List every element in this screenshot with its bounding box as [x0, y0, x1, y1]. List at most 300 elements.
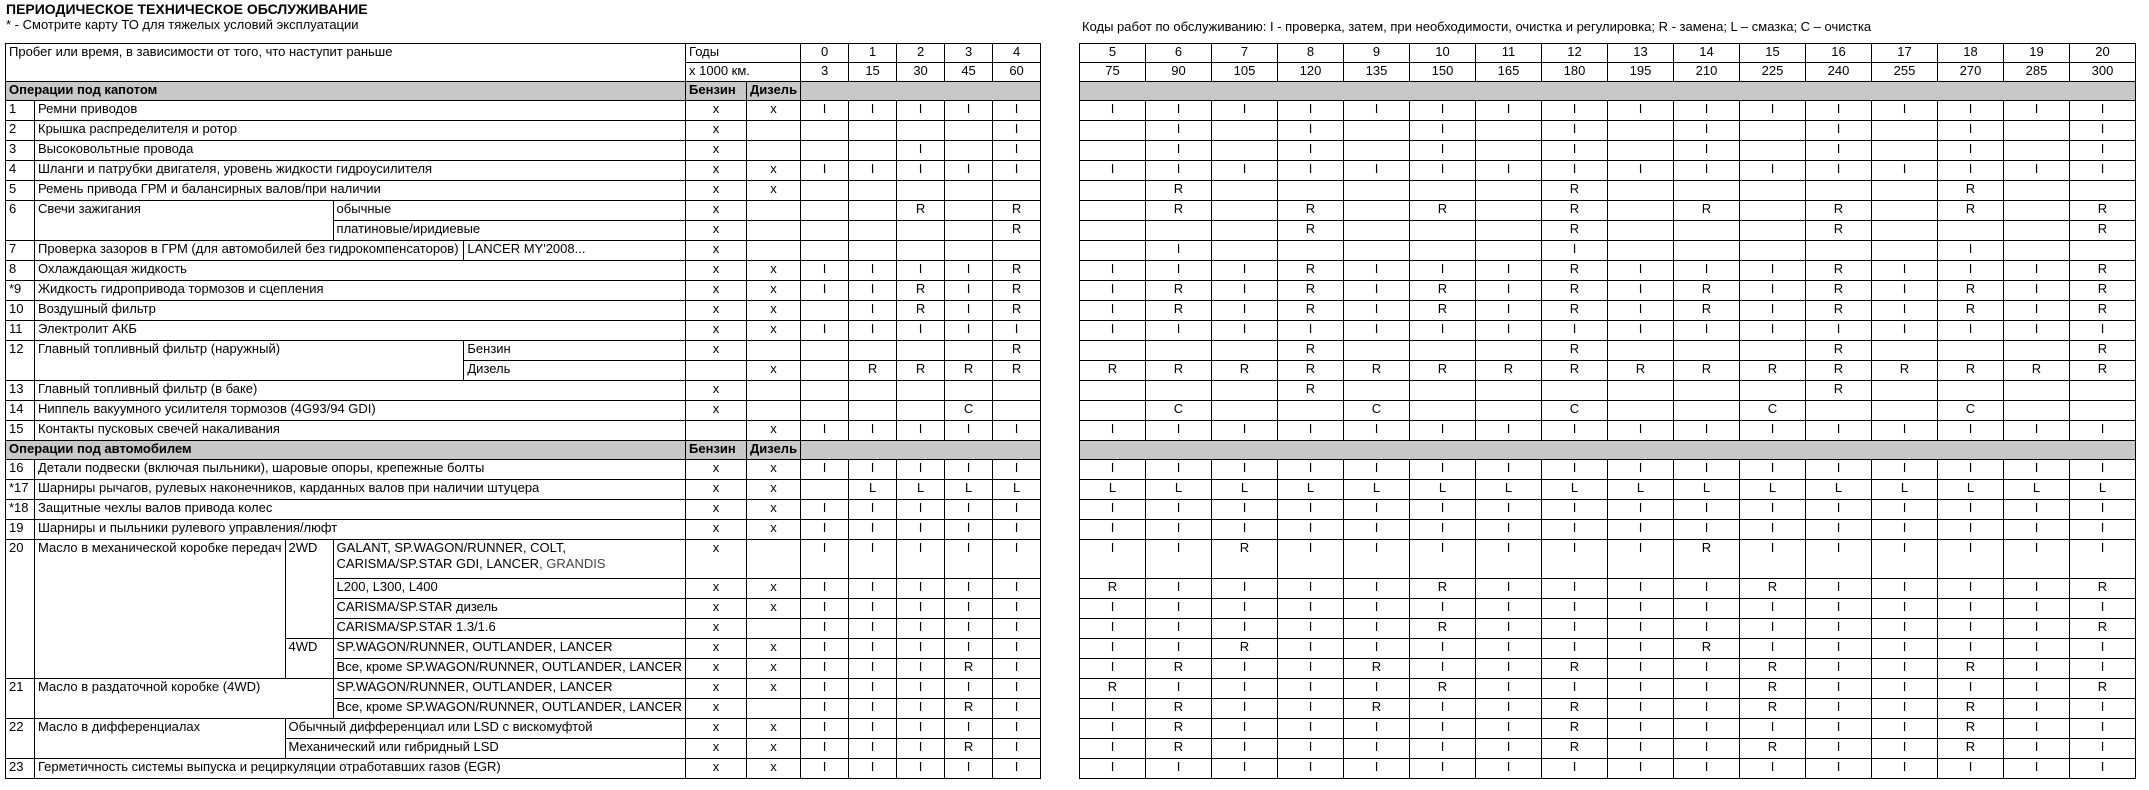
years-label: Годы [689, 44, 720, 59]
interval-code: R [1965, 659, 1976, 674]
interval-code: I [2034, 520, 2039, 535]
interval-code: I [1176, 121, 1181, 136]
interval-code: I [1968, 141, 1973, 156]
interval-code: I [1572, 599, 1577, 614]
operation-name: Электролит АКБ [38, 321, 137, 336]
table-row [1080, 639, 2136, 659]
interval-code: I [1572, 500, 1577, 515]
interval-code: I [870, 540, 875, 555]
interval-code: I [1440, 121, 1445, 136]
interval-code: I [1506, 679, 1511, 694]
interval-code: I [918, 421, 923, 436]
mileage-label: Пробег или время, в зависимости от того, что наступит раньше [9, 44, 393, 59]
interval-code: I [870, 500, 875, 515]
row-number: 14 [9, 401, 24, 416]
diesel-mark: x [770, 281, 777, 296]
interval-code: I [2034, 619, 2039, 634]
interval-code: I [1176, 460, 1181, 475]
interval-code: R [1173, 301, 1184, 316]
petrol-mark: x [712, 201, 720, 216]
interval-code: I [966, 639, 971, 654]
petrol-mark: x [712, 540, 720, 555]
table-row [1080, 599, 2136, 619]
operation-variant: Дизель [467, 361, 511, 376]
interval-code: I [918, 141, 923, 156]
interval-code: I [822, 739, 827, 754]
interval-code: I [1902, 261, 1907, 276]
interval-code: R [963, 699, 974, 714]
interval-code: I [1242, 261, 1247, 276]
interval-code: R [1635, 361, 1646, 376]
km-header: 75 [1105, 63, 1120, 78]
petrol-mark: x [712, 619, 720, 634]
interval-code: I [1902, 599, 1907, 614]
interval-code: I [1572, 421, 1577, 436]
interval-code: I [1572, 619, 1577, 634]
interval-code: R [1569, 739, 1580, 754]
interval-code: R [1239, 639, 1250, 654]
interval-code: R [915, 281, 926, 296]
interval-code: I [1242, 659, 1247, 674]
interval-code: I [1770, 321, 1775, 336]
interval-code: I [918, 599, 923, 614]
interval-code: R [2097, 221, 2108, 236]
operation-name: Проверка зазоров в ГРМ (для автомобилей без гидрокомпенсаторов) [38, 241, 459, 256]
operation-name: Шланги и патрубки двигателя, уровень жидкости гидроусилителя [38, 161, 433, 176]
interval-code: R [1371, 361, 1382, 376]
table-row [6, 161, 1041, 181]
operation-variant: платиновые/иридиевые [336, 221, 481, 236]
interval-code: I [1110, 659, 1115, 674]
interval-code: I [966, 301, 971, 316]
interval-code: I [1440, 261, 1445, 276]
interval-code: I [1506, 639, 1511, 654]
interval-code: I [1572, 520, 1577, 535]
interval-code: I [1968, 261, 1973, 276]
year-header: 19 [2029, 44, 2044, 59]
year-header: 4 [1012, 44, 1021, 59]
interval-code: I [1506, 659, 1511, 674]
interval-code: I [1110, 739, 1115, 754]
row-number: 15 [9, 421, 24, 436]
interval-code: I [918, 321, 923, 336]
interval-code: I [1110, 161, 1115, 176]
km-header: 255 [1893, 63, 1916, 78]
interval-code: I [1014, 460, 1019, 475]
operation-variant: Обычный дифференциал или LSD с вискомуфтой [288, 719, 593, 734]
interval-code: R [1107, 361, 1118, 376]
interval-code: I [1836, 639, 1841, 654]
petrol-mark: x [712, 460, 720, 475]
interval-code: I [1308, 639, 1313, 654]
interval-code: I [2100, 101, 2105, 116]
interval-code: I [1968, 540, 1973, 555]
km-header: 45 [961, 63, 976, 78]
interval-code: R [1503, 361, 1514, 376]
interval-code: I [1836, 421, 1841, 436]
interval-code: R [1011, 281, 1022, 296]
row-number: 13 [9, 381, 24, 396]
interval-code: I [2100, 421, 2105, 436]
petrol-mark: x [712, 261, 720, 276]
header-km-row [1080, 63, 2136, 82]
interval-code: I [918, 161, 923, 176]
interval-code: I [1110, 619, 1115, 634]
table-row [1080, 540, 2136, 579]
interval-code: I [1968, 639, 1973, 654]
table-row [6, 460, 1041, 480]
interval-code: I [1902, 520, 1907, 535]
interval-code: I [1176, 421, 1181, 436]
table-row [1080, 121, 2136, 141]
interval-code: I [1374, 599, 1379, 614]
interval-code: L [916, 480, 925, 495]
interval-code: I [1638, 719, 1643, 734]
interval-code: I [1374, 301, 1379, 316]
interval-code: R [963, 659, 974, 674]
interval-code: R [2097, 281, 2108, 296]
interval-code: I [1308, 500, 1313, 515]
interval-code: I [1572, 321, 1577, 336]
interval-code: I [1242, 739, 1247, 754]
operation-name: Крышка распределителя и ротор [38, 121, 237, 136]
interval-code: I [1374, 759, 1379, 774]
interval-code: I [870, 739, 875, 754]
row-number: 22 [9, 719, 24, 734]
interval-code: R [1437, 201, 1448, 216]
interval-code: I [1176, 241, 1181, 256]
interval-code: I [1014, 699, 1019, 714]
interval-code: I [2100, 739, 2105, 754]
interval-code: R [1767, 361, 1778, 376]
interval-code: I [1572, 639, 1577, 654]
interval-code: I [822, 619, 827, 634]
interval-code: I [1506, 520, 1511, 535]
interval-code: I [1176, 261, 1181, 276]
interval-code: R [1965, 719, 1976, 734]
interval-code: I [1308, 599, 1313, 614]
interval-code: I [1242, 500, 1247, 515]
interval-code: I [1374, 281, 1379, 296]
operation-name: Масло в дифференциалах [38, 719, 201, 734]
interval-code: R [1371, 659, 1382, 674]
petrol-mark: x [712, 241, 720, 256]
interval-code: R [1833, 221, 1844, 236]
interval-code: L [2032, 480, 2041, 495]
interval-code: I [870, 659, 875, 674]
interval-code: I [822, 321, 827, 336]
table-row [6, 241, 1041, 261]
interval-code: I [1110, 599, 1115, 614]
operation-name: Охлаждающая жидкость [38, 261, 187, 276]
interval-code: I [2100, 460, 2105, 475]
interval-code: R [1569, 361, 1580, 376]
km-header: 15 [865, 63, 880, 78]
table-row [1080, 480, 2136, 500]
interval-code: I [1110, 520, 1115, 535]
interval-code: I [1440, 321, 1445, 336]
interval-code: R [1569, 281, 1580, 296]
interval-code: I [1506, 719, 1511, 734]
operation-variant: CARISMA/SP.STAR GDI, LANCER [336, 556, 540, 571]
interval-code: I [1968, 500, 1973, 515]
interval-code: I [918, 639, 923, 654]
interval-code: I [1572, 101, 1577, 116]
interval-code: I [918, 659, 923, 674]
interval-code: I [1638, 500, 1643, 515]
interval-code: I [1014, 719, 1019, 734]
interval-code: I [2100, 599, 2105, 614]
operation-name: Шарниры рычагов, рулевых наконечников, карданных валов при наличии штуцера [38, 480, 540, 495]
interval-code: I [870, 421, 875, 436]
interval-code: I [966, 261, 971, 276]
interval-code: I [918, 261, 923, 276]
interval-code: I [1638, 639, 1643, 654]
interval-code: I [1506, 739, 1511, 754]
table-row [6, 121, 1041, 141]
interval-code: L [1966, 480, 1975, 495]
interval-code: I [2100, 759, 2105, 774]
interval-code: I [870, 101, 875, 116]
interval-code: R [1239, 361, 1250, 376]
interval-code: R [1701, 540, 1712, 555]
table-row [1080, 361, 2136, 381]
interval-code: I [1176, 679, 1181, 694]
interval-code: I [2034, 421, 2039, 436]
interval-code: I [2100, 520, 2105, 535]
interval-code: R [1173, 201, 1184, 216]
table-row [1080, 520, 2136, 540]
interval-code: I [1242, 599, 1247, 614]
interval-code: I [1110, 759, 1115, 774]
interval-code: I [918, 520, 923, 535]
interval-code: I [1308, 739, 1313, 754]
interval-code: I [2034, 599, 2039, 614]
interval-code: R [1767, 579, 1778, 594]
row-number: 10 [9, 301, 24, 316]
petrol-mark: x [712, 639, 720, 654]
interval-code: R [1305, 381, 1316, 396]
service-codes-legend: Коды работ по обслуживанию: I - проверка, затем, при необходимости, очистка и регулировка; R - замена; L – смазка; С – очистка [1082, 19, 1872, 34]
interval-code: I [2034, 659, 2039, 674]
petrol-mark: x [712, 401, 720, 416]
interval-code: I [1902, 619, 1907, 634]
interval-code: R [2097, 361, 2108, 376]
year-header: 10 [1435, 44, 1450, 59]
interval-code: I [1506, 261, 1511, 276]
table-row [6, 520, 1041, 540]
interval-code: I [966, 719, 971, 734]
interval-code: R [2097, 579, 2108, 594]
interval-code: R [1965, 181, 1976, 196]
diesel-mark: x [770, 161, 777, 176]
drive-type: 2WD [288, 540, 318, 555]
table-row [1080, 201, 2136, 221]
table-row [1080, 759, 2136, 779]
interval-code: I [1638, 540, 1643, 555]
interval-code: I [1110, 460, 1115, 475]
interval-code: R [1107, 579, 1118, 594]
interval-code: I [1968, 679, 1973, 694]
operation-name: Защитные чехлы валов привода колес [38, 500, 273, 515]
interval-code: I [1572, 579, 1577, 594]
km-header: 3 [820, 63, 829, 78]
interval-code: I [1374, 421, 1379, 436]
row-number: 7 [9, 241, 17, 256]
interval-code: I [1638, 281, 1643, 296]
interval-code: I [870, 759, 875, 774]
interval-code: I [822, 719, 827, 734]
interval-code: I [2100, 639, 2105, 654]
interval-code: I [1638, 421, 1643, 436]
interval-code: R [1173, 699, 1184, 714]
interval-code: L [1012, 480, 1021, 495]
interval-code: R [1833, 301, 1844, 316]
interval-code: R [1239, 540, 1250, 555]
km-header: 285 [2025, 63, 2048, 78]
section-row [6, 82, 1041, 101]
interval-code: I [1308, 719, 1313, 734]
interval-code: R [1305, 201, 1316, 216]
interval-code: I [1308, 121, 1313, 136]
interval-code: I [822, 599, 827, 614]
interval-code: R [1569, 301, 1580, 316]
interval-code: I [918, 579, 923, 594]
section-row [1080, 82, 2136, 101]
row-number: 2 [9, 121, 17, 136]
year-header: 11 [1501, 44, 1516, 59]
interval-code: R [1569, 221, 1580, 236]
interval-code: I [1374, 261, 1379, 276]
interval-code: I [1374, 500, 1379, 515]
interval-code: I [1968, 759, 1973, 774]
interval-code: I [966, 759, 971, 774]
interval-code: R [1833, 381, 1844, 396]
interval-code: R [1569, 181, 1580, 196]
table-row [1080, 719, 2136, 739]
interval-code: R [1437, 619, 1448, 634]
km-header: 300 [2091, 63, 2114, 78]
interval-code: I [966, 619, 971, 634]
interval-code: C [1569, 401, 1580, 416]
year-header: 3 [964, 44, 973, 59]
interval-code: I [1704, 520, 1709, 535]
interval-code: I [1968, 599, 1973, 614]
operation-name: Масло в раздаточной коробке (4WD) [38, 679, 261, 694]
operation-variant: SP.WAGON/RUNNER, OUTLANDER, LANCER [336, 679, 613, 694]
operation-name: Контакты пусковых свечей накаливания [38, 421, 280, 436]
year-header: 12 [1567, 44, 1582, 59]
petrol-mark: x [712, 381, 720, 396]
interval-code: R [1305, 281, 1316, 296]
interval-code: I [2100, 321, 2105, 336]
interval-code: I [966, 540, 971, 555]
interval-code: I [1638, 460, 1643, 475]
interval-code: R [915, 201, 926, 216]
interval-code: I [2034, 679, 2039, 694]
interval-code: I [1902, 460, 1907, 475]
interval-code: I [1308, 101, 1313, 116]
interval-code: I [1176, 599, 1181, 614]
interval-code: I [1014, 759, 1019, 774]
interval-code: I [1374, 520, 1379, 535]
interval-code: L [1636, 480, 1645, 495]
row-number: 23 [9, 759, 24, 774]
interval-code: I [1902, 739, 1907, 754]
interval-code: I [1506, 579, 1511, 594]
interval-code: I [1440, 101, 1445, 116]
table-row [1080, 241, 2136, 261]
interval-code: I [1014, 141, 1019, 156]
row-number: 8 [9, 261, 17, 276]
interval-code: I [1242, 619, 1247, 634]
interval-code: I [1440, 659, 1445, 674]
interval-code: R [1305, 221, 1316, 236]
km-header: 180 [1563, 63, 1586, 78]
table-row [1080, 381, 2136, 401]
year-header: 5 [1108, 44, 1117, 59]
interval-code: I [1242, 321, 1247, 336]
operation-name: Жидкость гидропривода тормозов и сцепления [38, 281, 324, 296]
row-number: 19 [9, 520, 24, 535]
interval-code: I [1902, 321, 1907, 336]
interval-code: R [1437, 679, 1448, 694]
interval-code: I [1014, 739, 1019, 754]
interval-code: L [1834, 480, 1843, 495]
interval-code: I [1638, 699, 1643, 714]
diesel-mark: x [770, 659, 777, 674]
interval-code: R [1569, 201, 1580, 216]
interval-code: R [1701, 361, 1712, 376]
interval-code: R [1965, 361, 1976, 376]
diesel-mark: x [770, 101, 777, 116]
interval-code: I [1572, 141, 1577, 156]
interval-code: L [1372, 480, 1381, 495]
interval-code: R [1767, 739, 1778, 754]
table-row [1080, 460, 2136, 480]
petrol-mark: x [712, 739, 720, 754]
operation-name: Шарниры и пыльники рулевого управления/люфт [38, 520, 338, 535]
operation-variant: CARISMA/SP.STAR 1.3/1.6 [336, 619, 496, 634]
petrol-mark: x [712, 500, 720, 515]
interval-code: I [1572, 460, 1577, 475]
interval-code: I [1110, 500, 1115, 515]
interval-code: I [1014, 679, 1019, 694]
interval-code: I [1704, 579, 1709, 594]
interval-code: I [1506, 460, 1511, 475]
year-header: 20 [2095, 44, 2110, 59]
interval-code: I [1242, 520, 1247, 535]
interval-code: R [1965, 699, 1976, 714]
interval-code: I [1242, 281, 1247, 296]
interval-code: I [1770, 639, 1775, 654]
table-row [1080, 101, 2136, 121]
interval-code: R [1011, 361, 1022, 376]
row-number: *18 [9, 500, 29, 515]
interval-code: I [1902, 659, 1907, 674]
interval-code: R [2097, 201, 2108, 216]
table-row [1080, 579, 2136, 599]
interval-code: I [1836, 659, 1841, 674]
operation-name: Главный топливный фильтр (наружный) [38, 341, 281, 356]
table-row [1080, 739, 2136, 759]
interval-code: I [1176, 759, 1181, 774]
interval-code: I [1836, 460, 1841, 475]
table-row [1080, 421, 2136, 441]
row-number: 21 [9, 679, 24, 694]
interval-code: I [1770, 281, 1775, 296]
interval-code: I [1770, 540, 1775, 555]
